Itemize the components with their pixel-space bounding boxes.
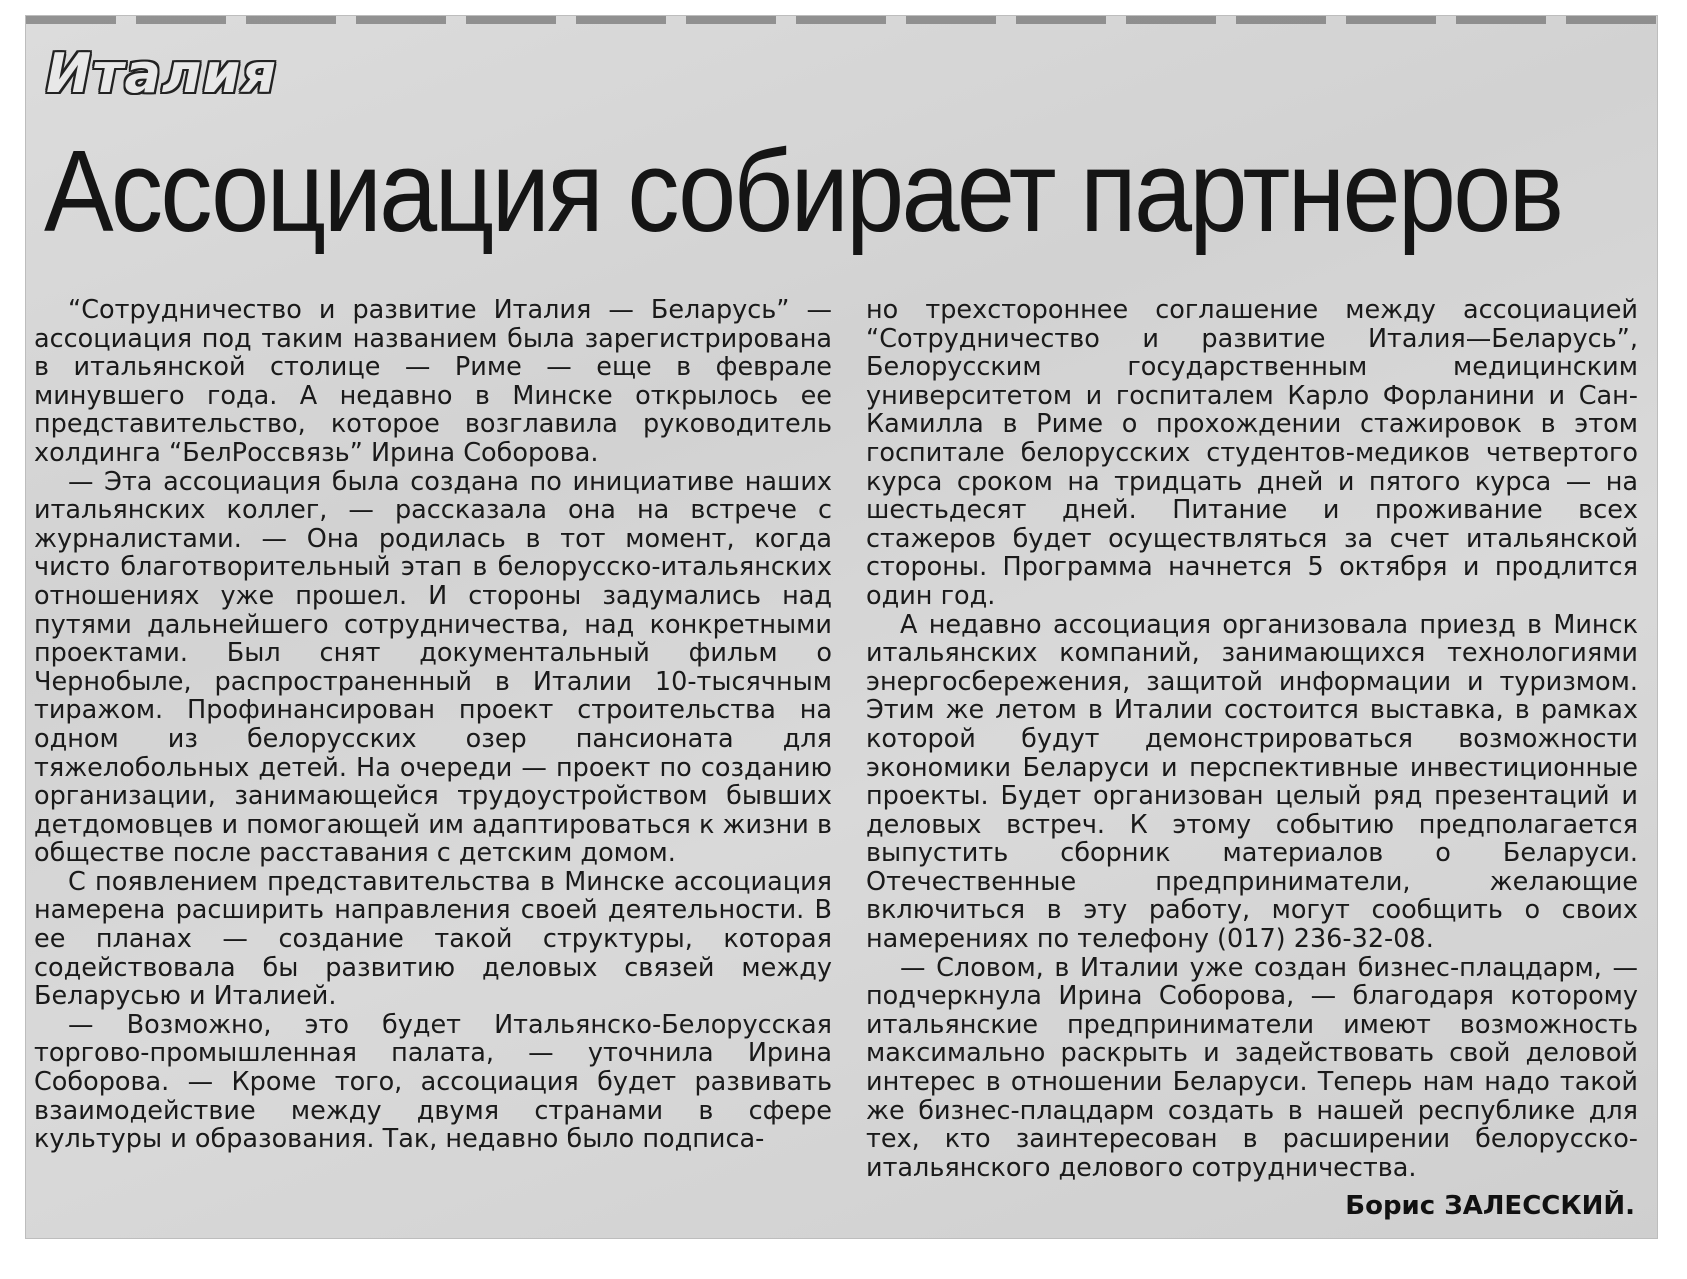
top-rule [26, 16, 1657, 24]
paragraph: “Сотрудничество и развитие Италия — Беларусь” — ассоциация под таким названием была зарегистрирована в итальянской столице — Риме — еще в феврале минувшего года. А недавно в Минске открылось ее представительство, которое возглавила руководитель холдинга “БелРоссвязь” Ирина Соборова. [34, 295, 832, 468]
paragraph: — Возможно, это будет Итальянско-Белорусская торгово-промышленная палата, — уточнила Ирина Соборова. — Кроме того, ассоциация будет развивать взаимодействие между двумя странами в сфере культуры и образования. Так, недавно было подписа- [34, 1009, 832, 1155]
left-column [34, 296, 832, 1154]
rubric-label: Италия [46, 42, 277, 105]
article-headline: Ассоциация собирает партнеров [44, 126, 1562, 256]
paragraph: А недавно ассоциация организовала приезд в Минск итальянских компаний, занимающихся технологиями энергосбережения, защитой информации и туризмом. Этим же летом в Италии состоится выставка, в рамках которой будут демонстрироваться возможности экономики Беларуси и перспективные инвестиционные проекты. Будет организован целый ряд презентаций и деловых встреч. К этому событию предполагается выпустить сборник материалов о Беларуси. Отечественные предприниматели, желающие включиться в эту работу, могут сообщить о своих намерениях по телефону (017) 236-32-08. [866, 609, 1638, 955]
right-column [866, 296, 1638, 1182]
paragraph: — Эта ассоциация была создана по инициативе наших итальянских коллег, — рассказала она на встрече с журналистами. — Она родилась в тот момент, когда чисто благотворительный этап в белорусско-итальянских отношениях уже прошел. И стороны задумались над путями дальнейшего сотрудничества, над конкретными проектами. Был снят документальный фильм о Чернобыле, распространенный в Италии 10-тысячным тиражом. Профинансирован проект строительства на одном из белорусских озер пансионата для тяжелобольных детей. На очереди — проект по созданию организации, занимающейся трудоустройством бывших детдомовцев и помогающей им адаптироваться к жизни в обществе после расставания с детским домом. [34, 466, 832, 869]
paragraph: — Словом, в Италии уже создан бизнес-плацдарм, — подчеркнула Ирина Соборова, — благодаря которому итальянские предприниматели имеют возможность максимально раскрыть и задействовать свой деловой интерес в отношении Беларуси. Теперь нам надо такой же бизнес-плацдарм создать в нашей республике для тех, кто заинтересован в расширении белорусско-итальянского делового сотрудничества. [866, 952, 1638, 1183]
paragraph: С появлением представительства в Минске ассоциация намерена расширить направления своей деятельности. В ее планах — создание такой структуры, которая содействовала бы развитию деловых связей между Беларусью и Италией. [34, 866, 832, 1012]
paragraph-continuation: но трехстороннее соглашение между ассоциацией “Сотрудничество и развитие Италия—Беларусь”, Белорусским государственным медицинским университетом и госпиталем Карло Форланини и Сан-Камилла в Риме о прохождении стажировок в этом госпитале белорусских студентов-медиков четвертого курса сроком на тридцать дней и пятого курса — на шестьдесят дней. Питание и проживание всех стажеров будет осуществляться за счет итальянской стороны. Программа начнется 5 октября и продлится один год. [866, 295, 1638, 611]
author-byline: Борис ЗАЛЕССКИЙ. [1345, 1191, 1635, 1221]
newspaper-clipping [26, 16, 1657, 1238]
